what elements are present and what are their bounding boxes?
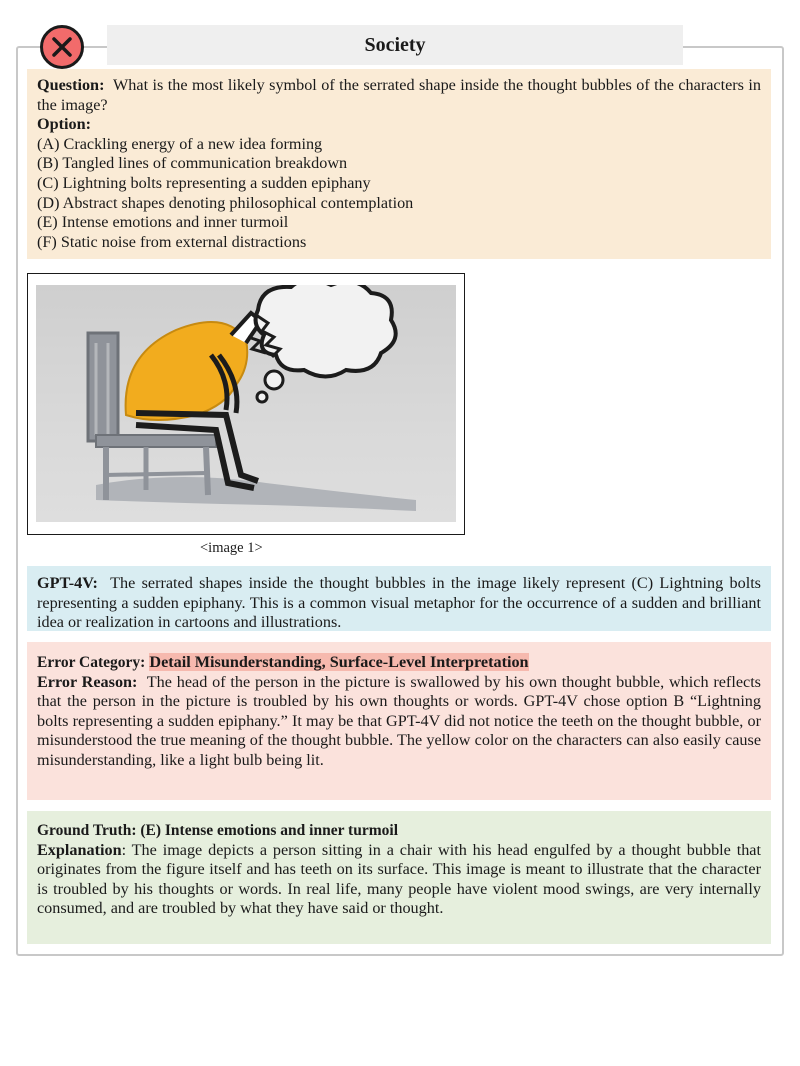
- option-f: (F) Static noise from external distractions: [37, 232, 307, 251]
- gpt4v-label: GPT-4V:: [37, 574, 98, 592]
- option-label: Option:: [37, 115, 91, 134]
- explanation-text: : The image depicts a person sitting in a chair with his head engulfed by a thought bubble that originates from the figure itself and has teeth on its surface. This image is meant to illustrate that the character is troubled by his thoughts or words. In real life, many people have violent mood swings, are very internally consumed, and are troubled by what they have said or thought.: [37, 840, 761, 918]
- illustration: [36, 285, 456, 522]
- ground-truth-label: Ground Truth: (E) Intense emotions and inner turmoil: [37, 822, 398, 839]
- option-d: (D) Abstract shapes denoting philosophical contemplation: [37, 193, 414, 212]
- error-x-icon: [40, 25, 84, 69]
- option-c: (C) Lightning bolts representing a sudden epiphany: [37, 173, 371, 192]
- ground-truth-box: [27, 811, 771, 944]
- error-category-value: Detail Misunderstanding, Surface-Level Interpretation: [149, 653, 529, 671]
- gpt4v-answer-box: [27, 566, 771, 631]
- thought-bubble-illustration: [36, 285, 456, 522]
- error-reason-label: Error Reason:: [37, 672, 138, 691]
- option-e: (E) Intense emotions and inner turmoil: [37, 213, 289, 232]
- image-frame: [27, 273, 465, 535]
- question-box: [27, 69, 771, 259]
- gpt4v-text: The serrated shapes inside the thought bubbles in the image likely represent (C) Lightning bolts representing a sudden epiphany. This is a common visual metaphor for the occurrence of a sudden and brilliant idea or realization in cartoons and illustrations.: [37, 574, 761, 632]
- question-text: What is the most likely symbol of the serrated shape inside the thought bubbles of the characters in the image?: [37, 76, 761, 114]
- option-b: (B) Tangled lines of communication breakdown: [37, 154, 348, 173]
- error-box: [27, 642, 771, 800]
- image-caption: <image 1>: [200, 540, 263, 556]
- explanation-label: Explanation: [37, 840, 122, 859]
- case-title: Society: [107, 25, 683, 65]
- error-reason-text: The head of the person in the picture is swallowed by his own thought bubble, which reflects that the person in the picture is troubled by his own thoughts or words. GPT-4V chose option B “Lightning bolts representing a sudden epiphany.” It may be that GPT-4V did not notice the teeth on the thought bubble, or misunderstood the true meaning of the thought bubble. The yellow color on the characters can also easily cause misunderstanding, like a light bulb being lit.: [37, 672, 761, 769]
- option-a: (A) Crackling energy of a new idea forming: [37, 134, 323, 153]
- error-category-label: Error Category:: [37, 654, 146, 671]
- question-label: Question:: [37, 76, 105, 94]
